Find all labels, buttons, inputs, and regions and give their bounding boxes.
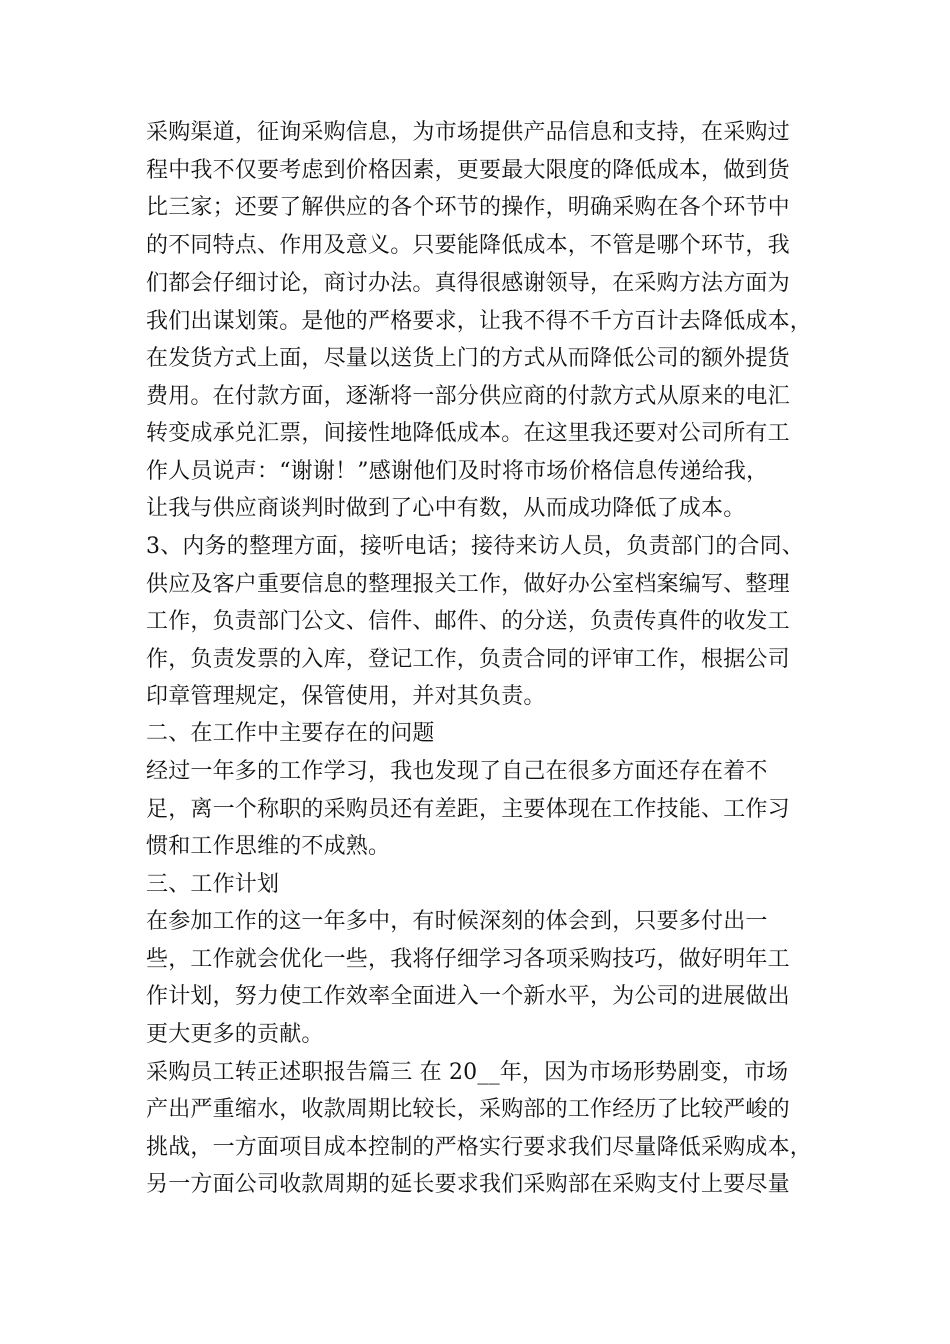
text-line: 另一方面公司收款周期的延长要求我们采购部在采购支付上要尽量 bbox=[146, 1172, 790, 1197]
text-line: 供应及客户重要信息的整理报关工作，做好办公室档案编写、整理 bbox=[146, 572, 790, 597]
text-line: 让我与供应商谈判时做到了心中有数，从而成功降低了成本。 bbox=[146, 496, 746, 521]
text-line: 转变成承兑汇票，间接性地降低成本。在这里我还要对公司所有工 bbox=[146, 421, 790, 446]
text-line: 的不同特点、作用及意义。只要能降低成本，不管是哪个环节，我 bbox=[146, 233, 790, 258]
text-line: 经过一年多的工作学习，我也发现了自己在很多方面还存在着不 bbox=[146, 759, 768, 784]
text-line: 印章管理规定，保管使用，并对其负责。 bbox=[146, 684, 546, 709]
text-line: 些，工作就会优化一些，我将仔细学习各项采购技巧，做好明年工 bbox=[146, 947, 790, 972]
section-heading: 二、在工作中主要存在的问题 bbox=[146, 721, 435, 746]
text-line: 更大更多的贡献。 bbox=[146, 1022, 324, 1047]
text-line: 们都会仔细讨论，商讨办法。真得很感谢领导，在采购方法方面为 bbox=[146, 271, 790, 296]
text-line: 采购渠道，征询采购信息，为市场提供产品信息和支持，在采购过 bbox=[146, 120, 790, 145]
text-line: 挑战，一方面项目成本控制的严格实行要求我们尽量降低采购成本， bbox=[146, 1135, 813, 1160]
section-heading: 三、工作计划 bbox=[146, 872, 280, 897]
text-line: 作人员说声：“谢谢！”感谢他们及时将市场价格信息传递给我， bbox=[146, 459, 769, 484]
text-line: 作计划，努力使工作效率全面进入一个新水平，为公司的进展做出 bbox=[146, 984, 790, 1009]
text-line: 工作，负责部门公文、信件、邮件、的分送，负责传真件的收发工 bbox=[146, 609, 790, 634]
text-line: 比三家；还要了解供应的各个环节的操作，明确采购在各个环节中 bbox=[146, 195, 790, 220]
text-line: 在发货方式上面，尽量以送货上门的方式从而降低公司的额外提货 bbox=[146, 346, 790, 371]
text-line: 费用。在付款方面，逐渐将一部分供应商的付款方式从原来的电汇 bbox=[146, 384, 790, 409]
text-line: 足，离一个称职的采购员还有差距，主要体现在工作技能、工作习 bbox=[146, 797, 790, 822]
text-line: 我们出谋划策。是他的严格要求，让我不得不千方百计去降低成本， bbox=[146, 309, 813, 334]
text-line: 作，负责发票的入库，登记工作，负责合同的评审工作，根据公司 bbox=[146, 647, 790, 672]
text-line: 程中我不仅要考虑到价格因素，更要最大限度的降低成本，做到货 bbox=[146, 158, 790, 183]
text-line: 惯和工作思维的不成熟。 bbox=[146, 834, 391, 859]
text-line: 3、内务的整理方面，接听电话；接待来访人员，负责部门的合同、 bbox=[146, 534, 804, 559]
text-line: 在参加工作的这一年多中，有时候深刻的体会到，只要多付出一 bbox=[146, 909, 768, 934]
section-title-line: 采购员工转正述职报告篇三 在 20__年，因为市场形势剧变，市场 bbox=[146, 1060, 789, 1085]
text-line: 产出严重缩水，收款周期比较长，采购部的工作经历了比较严峻的 bbox=[146, 1097, 790, 1122]
